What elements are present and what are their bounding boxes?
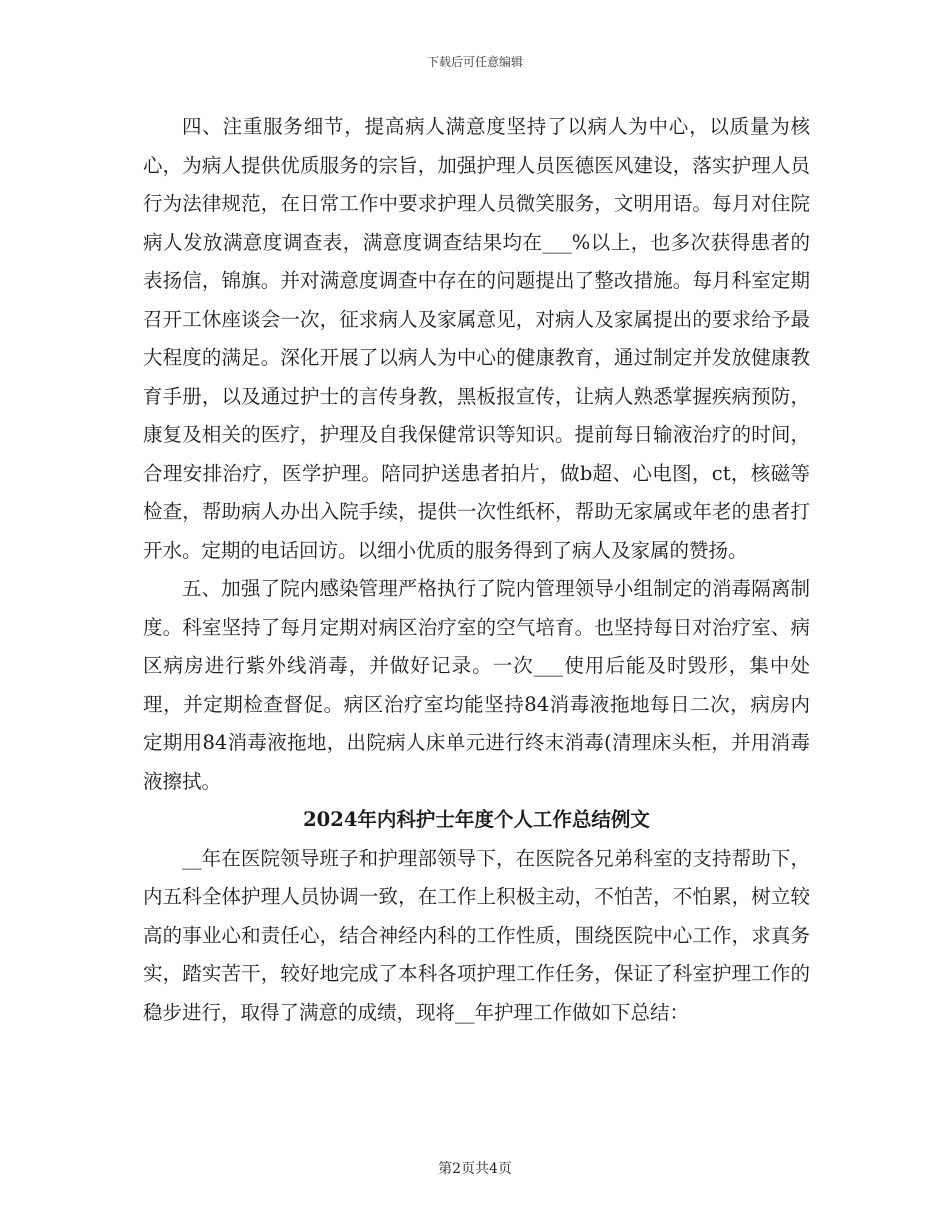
document-body [143,108,810,1032]
page-number: 第2页共4页 [438,1161,512,1177]
section-title: 2024年内科护士年度个人工作总结例文 [303,808,650,831]
paragraph-infection-control: 五、加强了院内感染管理严格执行了院内管理领导小组制定的消毒隔离制度。科室坚持了每月定期对病区治疗室的空气培育。也坚持每日对治疗室、病区病房进行紫外线消毒，并做好记录。一次___使用后能及时毁形，集中处理，并定期检查督促。病区治疗室均能坚持84消毒液拖地每日二次，病房内定期用84消毒液拖地，出院病人床单元进行终末消毒(清理床头柜，并用消毒液擦拭。 [143,577,810,793]
paragraph-service-details: 四、注重服务细节，提高病人满意度坚持了以病人为中心，以质量为核心，为病人提供优质服务的宗旨，加强护理人员医德医风建设，落实护理人员行为法律规范，在日常工作中要求护理人员微笑服务，文明用语。每月对住院病人发放满意度调查表，满意度调查结果均在___%以上，也多次获得患者的表扬信，锦旗。并对满意度调查中存在的问题提出了整改措施。每月科室定期召开工休座谈会一次，征求病人及家属意见，对病人及家属提出的要求给予最大程度的满足。深化开展了以病人为中心的健康教育，通过制定并发放健康教育手册，以及通过护士的言传身教，黑板报宣传，让病人熟悉掌握疾病预防，康复及相关的医疗，护理及自我保健常识等知识。提前每日输液治疗的时间，合理安排治疗，医学护理。陪同护送患者拍片，做b超、心电图，ct，核磁等检查，帮助病人办出入院手续，提供一次性纸杯，帮助无家属或年老的患者打开水。定期的电话回访。以细小优质的服务得到了病人及家属的赞扬。 [143,115,810,562]
page-header: 下载后可任意编辑 [426,55,523,69]
paragraph-summary-intro: __年在医院领导班子和护理部领导下，在医院各兄弟科室的支持帮助下，内五科全体护理人员协调一致，在工作上积极主动，不怕苦，不怕累，树立较高的事业心和责任心，结合神经内科的工作性质，围绕医院中心工作，求真务实，踏实苦干，较好地完成了本科各项护理工作任务，保证了科室护理工作的稳步进行，取得了满意的成绩，现将__年护理工作做如下总结： [143,846,810,1024]
